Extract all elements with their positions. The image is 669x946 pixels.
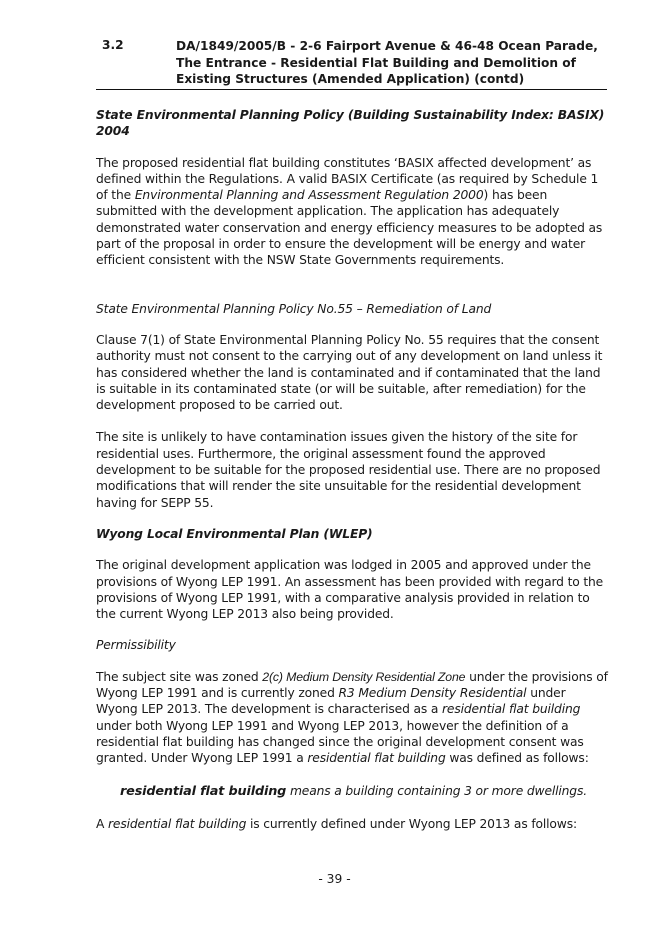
sepp55-paragraph-1: Clause 7(1) of State Environmental Planning Policy No. 55 requires that the consent authority must not consent to the carrying out of any development on land unless it has considered whether the land is contaminated and if contaminated that the land is suitable in its contaminated state (or will be suitable, after remediation) for the development proposed to be carried out.: [96, 332, 603, 413]
item-number: 3.2: [102, 38, 124, 52]
basix-heading: State Environmental Planning Policy (Building Sustainability Index: BASIX) 2004: [96, 108, 605, 139]
perm-text-b: under the provisions of Wyong LEP 1991 and is currently zoned: [96, 669, 608, 701]
perm-text-a: The subject site was zoned: [96, 669, 263, 684]
wlep-heading: Wyong Local Environmental Plan (WLEP): [96, 526, 373, 541]
perm-text-e: was defined as follows:: [445, 751, 589, 766]
permissibility-paragraph: [96, 669, 610, 767]
perm-term-2: residential flat building: [307, 751, 446, 766]
basix-text-a: The proposed residential flat building constitutes ‘BASIX affected development’ as defined within the Regulations. A valid BASIX Certificate (as required by Schedule 1 of the: [96, 155, 599, 203]
item-title: DA/1849/2005/B - 2-6 Fairport Avenue & 46-48 Ocean Parade, The Entrance - Residential Flat Building and Demolition of Existing Structures (Amended Application) (contd): [176, 39, 598, 86]
perm-term-1: residential flat building: [442, 702, 581, 717]
quote-definition: means a building containing 3 or more dwellings.: [286, 783, 587, 798]
page-number: - 39 -: [318, 872, 351, 886]
intro-term: residential flat building: [108, 816, 247, 831]
quote-term: residential flat building: [120, 783, 287, 799]
definition-quote: [96, 783, 610, 800]
sepp55-paragraph-2: The site is unlikely to have contamination issues given the history of the site for residential uses. Furthermore, the original assessment found the approved development to be suitable for the proposed residential use. There are no proposed modifications that will render the site unsuitable for the residential development having for SEPP 55.: [96, 430, 601, 510]
current-definition-intro: [96, 816, 610, 832]
perm-zone-1991: 2(c) Medium Density Residential Zone: [262, 669, 466, 684]
perm-zone-2013: R3 Medium Density Residential: [338, 686, 527, 701]
intro-text-a: A: [96, 816, 109, 831]
wlep-paragraph: The original development application was lodged in 2005 and approved under the provisions of Wyong LEP 1991. An assessment has been provided with regard to the provisions of Wyong LEP 1991, with a comparative analysis provided in relation to the current Wyong LEP 2013 also being provided.: [96, 558, 604, 622]
document-body: [96, 107, 610, 832]
permissibility-heading: Permissibility: [96, 638, 176, 653]
basix-text-b: ) has been submitted with the development application. The application has adequately demonstrated water conservation and energy efficiency measures to be adopted as part of the proposal in order to ensure the development will be energy and water efficient consistent with the NSW State Governments requirements.: [96, 188, 603, 268]
sepp55-heading: State Environmental Planning Policy No.55 – Remediation of Land: [96, 301, 492, 316]
basix-paragraph: [96, 155, 610, 269]
perm-text-c: under Wyong LEP 2013. The development is characterised as a: [96, 686, 566, 717]
basix-regulation-name: Environmental Planning and Assessment Regulation 2000: [134, 188, 484, 203]
perm-text-d: under both Wyong LEP 1991 and Wyong LEP 2013, however the definition of a residential flat building has changed since the original development consent was granted. Under Wyong LEP 1991 a: [96, 718, 584, 766]
header-divider: [96, 89, 607, 90]
intro-text-b: is currently defined under Wyong LEP 2013 as follows:: [246, 816, 577, 831]
